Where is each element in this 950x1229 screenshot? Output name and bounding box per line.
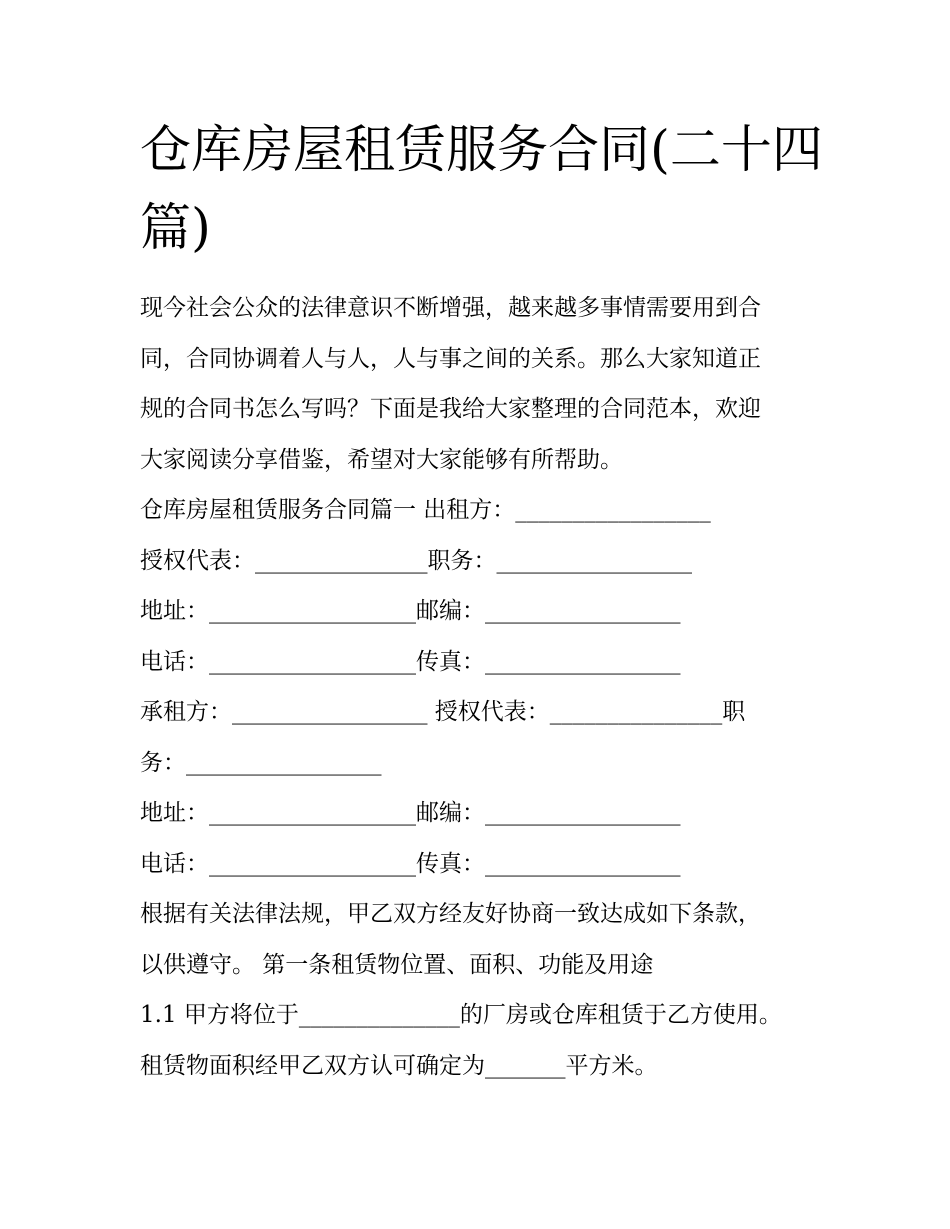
lessor-phone-field: 电话：__________________传真：_________________	[140, 648, 681, 675]
title-line-1: 仓库房屋租赁服务合同(二十四	[140, 121, 823, 180]
agreement-line-1: 根据有关法律法规，甲乙双方经友好协商一致达成如下条款，	[140, 901, 761, 927]
lessor-representative-field: 授权代表：_______________职务：_________________	[140, 547, 692, 574]
intro-line-3: 规的合同书怎么写吗？下面是我给大家整理的合同范本，欢迎	[140, 396, 761, 422]
agreement-line-2: 以供遵守。 第一条租赁物位置、面积、功能及用途	[140, 951, 654, 978]
clause-1-1-line-2: 租赁物面积经甲乙双方认可确定为_______平方米。	[140, 1052, 658, 1079]
contract-heading-lessor: 仓库房屋租赁服务合同篇一 出租方：_________________	[140, 497, 711, 523]
document-body	[140, 283, 830, 1091]
clause-1-1-line-1: 1.1 甲方将位于______________的厂房或仓库租赁于乙方使用。	[140, 1002, 782, 1028]
intro-line-4: 大家阅读分享借鉴，希望对大家能够有所帮助。	[140, 446, 623, 473]
intro-line-2: 同，合同协调着人与人，人与事之间的关系。那么大家知道正	[140, 345, 761, 372]
intro-line-1: 现今社会公众的法律意识不断增强，越来越多事情需要用到合	[140, 295, 761, 321]
lessor-address-field: 地址：__________________邮编：_________________	[140, 598, 681, 624]
title-line-2: 篇)	[140, 199, 211, 258]
document-title	[140, 112, 830, 268]
lessee-address-field: 地址：__________________邮编：_________________	[140, 800, 681, 826]
lessee-phone-field: 电话：__________________传真：_________________	[140, 850, 681, 877]
lessee-field: 承租方：_________________ 授权代表：_______________职	[140, 699, 746, 725]
lessee-position-field: 务：_________________	[140, 749, 382, 776]
